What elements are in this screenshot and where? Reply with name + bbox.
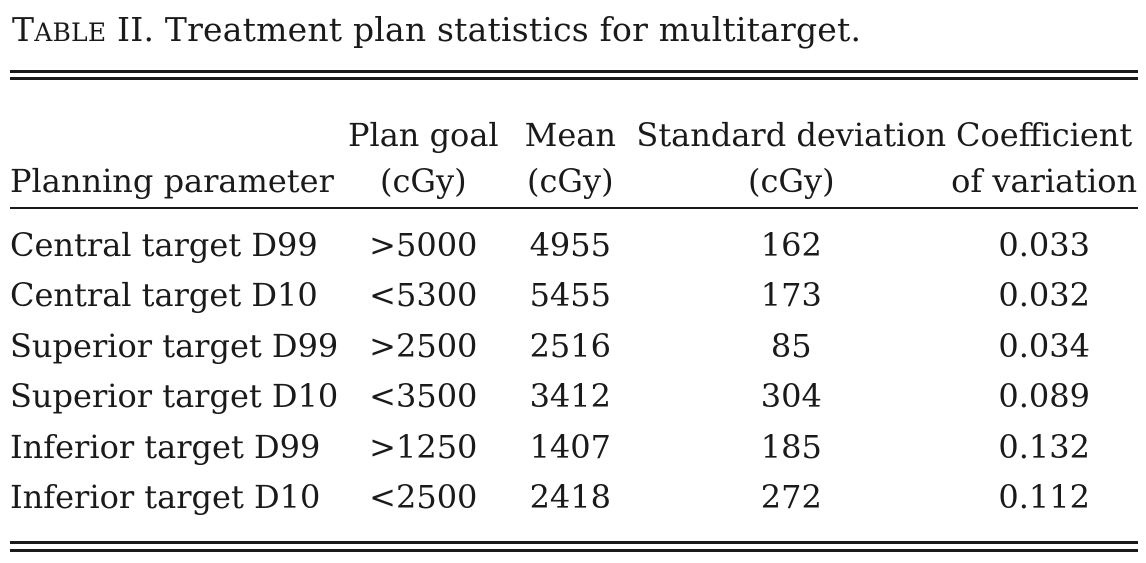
header-standard-deviation: Standard deviation (cGy) bbox=[636, 116, 947, 200]
cell-plan-goal: <3500 bbox=[369, 377, 478, 416]
top-rule-1 bbox=[10, 70, 1138, 73]
caption-number: II. bbox=[117, 10, 155, 49]
cell-mean: 2516 bbox=[529, 326, 611, 365]
cell-standard-deviation: 185 bbox=[760, 427, 822, 466]
table-row bbox=[10, 270, 1138, 320]
cell-mean: 2418 bbox=[529, 478, 611, 517]
cell-plan-goal: <5300 bbox=[369, 276, 478, 315]
cell-parameter: Central target D10 bbox=[10, 276, 318, 315]
cell-standard-deviation: 162 bbox=[760, 226, 822, 264]
cell-standard-deviation: 304 bbox=[760, 377, 822, 416]
cell-coefficient: 0.112 bbox=[998, 478, 1090, 517]
caption-title: Treatment plan statistics for multitarget. bbox=[164, 10, 862, 49]
cell-coefficient: 0.032 bbox=[998, 276, 1090, 315]
bottom-rule-1 bbox=[10, 541, 1138, 544]
cell-coefficient: 0.034 bbox=[998, 326, 1090, 365]
cell-mean: 5455 bbox=[529, 276, 611, 315]
table-body bbox=[10, 204, 1138, 522]
table-row bbox=[10, 371, 1138, 421]
cell-coefficient: 0.132 bbox=[998, 427, 1090, 466]
table-row bbox=[10, 321, 1138, 371]
cell-parameter: Superior target D10 bbox=[10, 377, 339, 416]
cell-parameter: Superior target D99 bbox=[10, 326, 339, 365]
header-plan-goal: Plan goal (cGy) bbox=[347, 116, 499, 200]
table-row bbox=[10, 472, 1138, 522]
caption-label-initial: T bbox=[12, 10, 35, 49]
cell-plan-goal: >2500 bbox=[369, 326, 478, 365]
cell-standard-deviation: 85 bbox=[770, 326, 812, 365]
table-row bbox=[10, 422, 1138, 472]
cell-coefficient: 0.089 bbox=[998, 377, 1090, 416]
cell-parameter: Central target D99 bbox=[10, 226, 318, 264]
caption-label-rest: ABLE bbox=[34, 18, 107, 47]
cell-plan-goal: >5000 bbox=[369, 226, 478, 264]
top-rule-2 bbox=[10, 77, 1138, 80]
cell-mean: 1407 bbox=[529, 427, 611, 466]
bottom-rule-2 bbox=[10, 549, 1138, 552]
cell-standard-deviation: 272 bbox=[760, 478, 822, 517]
header-row bbox=[10, 96, 1138, 204]
cell-parameter: Inferior target D10 bbox=[10, 478, 321, 517]
header-mean: Mean (cGy) bbox=[524, 116, 616, 200]
cell-coefficient: 0.033 bbox=[998, 226, 1090, 264]
table-row bbox=[10, 204, 1138, 270]
header-coefficient-of-variation: Coefficient of variation bbox=[951, 116, 1138, 200]
header-planning-parameter: Planning parameter bbox=[10, 162, 334, 200]
cell-standard-deviation: 173 bbox=[760, 276, 822, 315]
cell-mean: 4955 bbox=[529, 226, 611, 264]
header-rule bbox=[10, 207, 1138, 209]
cell-parameter: Inferior target D99 bbox=[10, 427, 321, 466]
cell-plan-goal: <2500 bbox=[369, 478, 478, 517]
cell-plan-goal: >1250 bbox=[369, 427, 478, 466]
table-caption bbox=[12, 10, 861, 49]
cell-mean: 3412 bbox=[529, 377, 611, 416]
statistics-table bbox=[10, 96, 1138, 522]
